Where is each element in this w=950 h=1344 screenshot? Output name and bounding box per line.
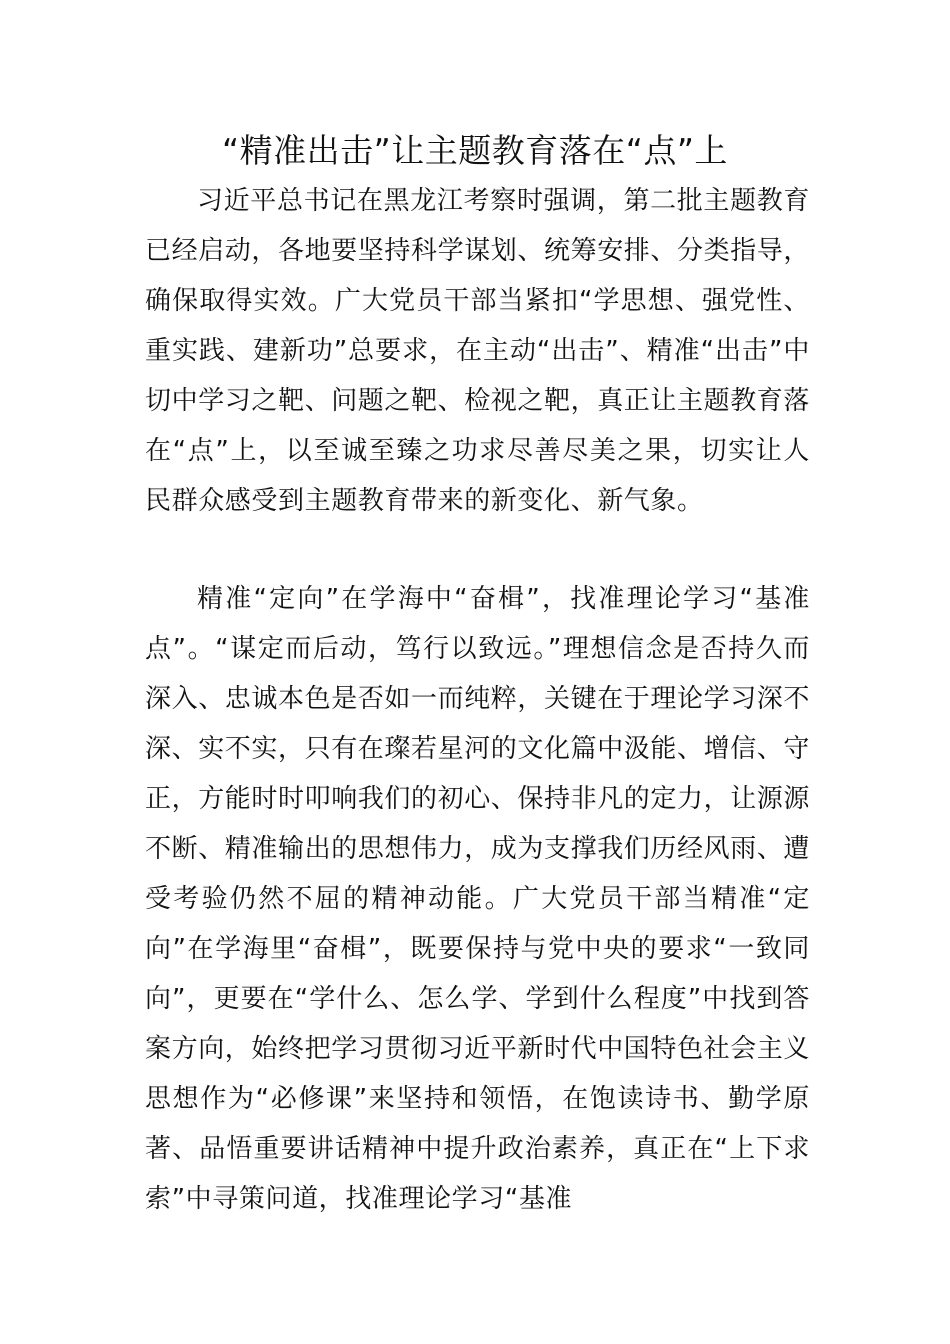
document-title: “精准出击”让主题教育落在“点”上 <box>222 131 728 170</box>
paragraph-2: 精准“定向”在学海中“奋楫”，找准理论学习“基准点”。“谋定而后动，笃行以致远。”理想信念是否持久而深入、忠诚本色是否如一而纯粹，关键在于理论学习深不深、实不实，只有在璨若星河的文化篇中汲能、增信、守正，方能时时叩响我们的初心、保持非凡的定力，让源源不断、精准输出的思想伟力，成为支撑我们历经风雨、遭受考验仍然不屈的精神动能。广大党员干部当精准“定向”在学海里“奋楫”，既要保持与党中央的要求“一致同向”，更要在“学什么、怎么学、学到什么程度”中找到答案方向，始终把学习贯彻习近平新时代中国特色社会主义思想作为“必修课”来坚持和领悟，在饱读诗书、勤学原著、品悟重要讲话精神中提升政治素养，真正在“上下求索”中寻策问道，找准理论学习“基准 <box>145 584 811 1214</box>
paragraph-1: 习近平总书记在黑龙江考察时强调，第二批主题教育已经启动，各地要坚持科学谋划、统筹安排、分类指导，确保取得实效。广大党员干部当紧扣“学思想、强党性、重实践、建新功”总要求，在主动“出击”、精准“出击”中切中学习之靶、问题之靶、检视之靶，真正让主题教育落在“点”上，以至诚至臻之功求尽善尽美之果，切实让人民群众感受到主题教育带来的新变化、新气象。 <box>145 186 811 516</box>
